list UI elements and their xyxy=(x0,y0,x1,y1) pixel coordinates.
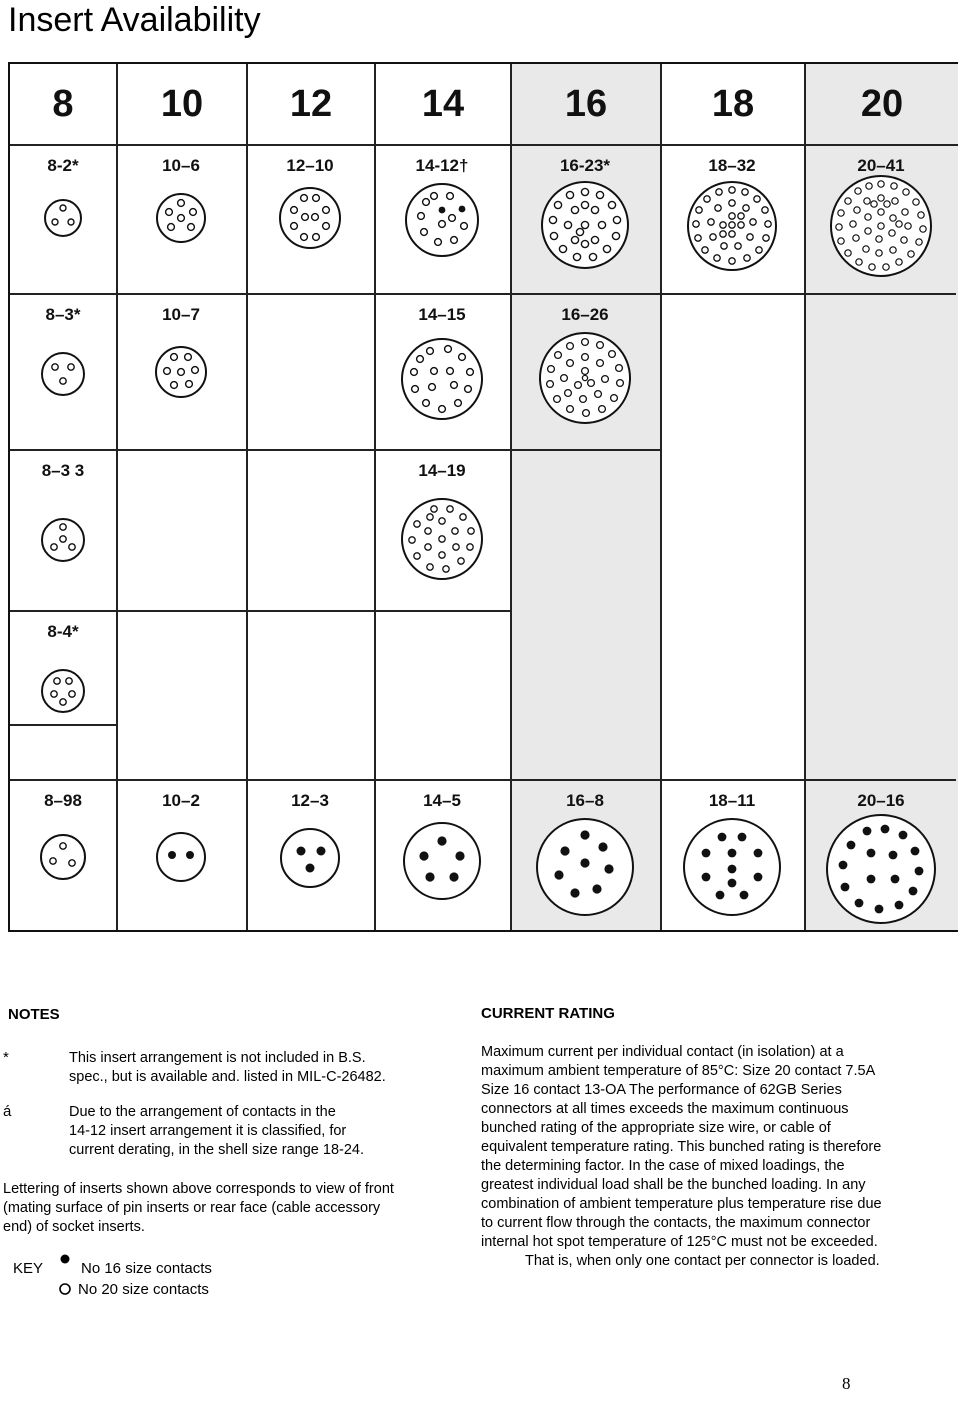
note-dagger: á xyxy=(3,1103,12,1120)
insert-label: 10–2 xyxy=(162,791,200,810)
note-asterisk: * xyxy=(3,1049,9,1066)
insert-label: 12–3 xyxy=(291,791,329,810)
insert-face-icon xyxy=(40,517,86,563)
insert-8-2 xyxy=(10,146,116,292)
insert-12-3 xyxy=(246,781,374,931)
insert-face-icon xyxy=(40,351,86,397)
insert-label: 14–5 xyxy=(423,791,461,810)
insert-10-7 xyxy=(116,295,246,449)
insert-label: 16–26 xyxy=(561,305,609,324)
shell-size-18: 18 xyxy=(662,64,804,146)
insert-8-4 xyxy=(10,612,116,778)
insert-14-19 xyxy=(374,451,510,610)
insert-face-icon xyxy=(40,668,86,714)
insert-face-icon xyxy=(686,180,778,272)
current-rating-line: Size 16 contact 13-OA The performance of 62GB Series xyxy=(481,1082,842,1098)
insert-14-5 xyxy=(374,781,510,931)
shell-size-14: 14 xyxy=(376,64,510,146)
note-1-line-1: This insert arrangement is not included in B.S. xyxy=(69,1050,366,1066)
insert-16-23 xyxy=(510,146,660,292)
insert-face-icon xyxy=(155,192,207,244)
insert-face-icon xyxy=(400,337,484,421)
current-rating-line: to current flow through the contacts, the maximum connector xyxy=(481,1215,871,1231)
current-rating-line: greatest individual load shall be the bunched loading. In any xyxy=(481,1177,866,1193)
insert-label: 10–6 xyxy=(162,156,200,175)
insert-face-icon xyxy=(279,827,341,889)
insert-label: 8-4* xyxy=(47,622,79,641)
insert-18-11 xyxy=(660,781,804,931)
insert-label: 8–98 xyxy=(44,791,82,810)
open-contact-icon xyxy=(58,1282,72,1296)
insert-14-15 xyxy=(374,295,510,449)
current-rating-line: connectors at all times exceeds the maximum continuous xyxy=(481,1101,849,1117)
shell-size-10: 10 xyxy=(118,64,246,146)
insert-label: 16-23* xyxy=(559,156,611,175)
shell-size-12: 12 xyxy=(248,64,374,146)
insert-face-icon xyxy=(402,821,482,901)
insert-10-2 xyxy=(116,781,246,931)
insert-16-26 xyxy=(510,295,660,449)
note-1-line-2: spec., but is available and. listed in MIL-C-26482. xyxy=(69,1069,386,1085)
page-title: Insert Availability xyxy=(8,1,261,39)
insert-label: 18–32 xyxy=(708,156,756,175)
lettering-line-3: end) of socket inserts. xyxy=(3,1219,145,1235)
shell-size-16: 16 xyxy=(512,64,660,146)
insert-face-icon xyxy=(404,182,480,258)
insert-20-16 xyxy=(804,781,958,931)
insert-label: 14-12† xyxy=(415,156,469,175)
key-20-size: No 20 size contacts xyxy=(78,1281,209,1298)
current-rating-heading: CURRENT RATING xyxy=(481,1005,615,1022)
insert-face-icon xyxy=(278,186,342,250)
insert-label: 8–3 3 xyxy=(41,461,85,480)
note-2-line-2: 14-12 insert arrangement it is classified, for xyxy=(69,1123,347,1139)
insert-label: 8–3* xyxy=(45,305,81,324)
insert-label: 14–15 xyxy=(418,305,466,324)
insert-16-8 xyxy=(510,781,660,931)
insert-8-98 xyxy=(10,781,116,931)
insert-label: 18–11 xyxy=(708,791,756,810)
lettering-line-2: (mating surface of pin inserts or rear face (cable accessory xyxy=(3,1200,381,1216)
note-2-line-3: current derating, in the shell size range 18-24. xyxy=(69,1142,365,1158)
filled-contact-icon xyxy=(59,1253,71,1265)
shell-size-20: 20 xyxy=(806,64,958,146)
insert-label: 20–16 xyxy=(857,791,905,810)
insert-availability-chart xyxy=(8,62,958,932)
insert-14-12 xyxy=(374,146,510,292)
insert-12-10 xyxy=(246,146,374,292)
insert-label: 8-2* xyxy=(47,156,79,175)
insert-label: 12–10 xyxy=(286,156,334,175)
current-rating-line: the determining factor. In the case of mixed loadings, the xyxy=(481,1158,845,1174)
key-label: KEY xyxy=(13,1260,44,1277)
current-rating-line: That is, when only one contact per connector is loaded. xyxy=(525,1253,880,1269)
insert-face-icon xyxy=(829,174,933,278)
insert-face-icon xyxy=(400,497,484,581)
insert-face-icon xyxy=(154,345,208,399)
insert-face-icon xyxy=(39,833,87,881)
insert-label: 10–7 xyxy=(162,305,200,324)
notes-heading: NOTES xyxy=(8,1006,60,1023)
insert-18-32 xyxy=(660,146,804,292)
current-rating-line: Maximum current per individual contact (in isolation) at a xyxy=(481,1044,844,1060)
note-2-line-1: Due to the arrangement of contacts in the xyxy=(69,1104,336,1120)
insert-label: 20–41 xyxy=(857,156,905,175)
current-rating-line: equivalent temperature rating. This bunched rating is therefore xyxy=(481,1139,882,1155)
insert-face-icon xyxy=(43,198,83,238)
page-number: 8 xyxy=(842,1374,851,1393)
lettering-line-1: Lettering of inserts shown above corresponds to view of front xyxy=(3,1181,394,1197)
current-rating-line: combination of ambient temperature plus temperature rise due xyxy=(481,1196,882,1212)
insert-face-icon xyxy=(682,817,782,917)
insert-label: 16–8 xyxy=(566,791,604,810)
insert-face-icon xyxy=(538,331,632,425)
insert-face-icon xyxy=(535,817,635,917)
insert-face-icon xyxy=(540,180,630,270)
insert-label: 14–19 xyxy=(418,461,466,480)
current-rating-line: bunched rating of the appropriate size wire, or cable of xyxy=(481,1120,831,1136)
current-rating-line: internal hot spot temperature of 125°C must not be exceeded. xyxy=(481,1234,878,1250)
insert-8-3 xyxy=(10,295,116,449)
current-rating-line: maximum ambient temperature of 85°C: Size 20 contact 7.5A xyxy=(481,1063,876,1079)
insert-face-icon xyxy=(825,813,937,925)
insert-20-41 xyxy=(804,146,958,292)
shell-size-8: 8 xyxy=(10,64,116,146)
insert-face-icon xyxy=(155,831,207,883)
insert-8-33 xyxy=(10,451,116,610)
key-16-size: No 16 size contacts xyxy=(81,1260,212,1277)
insert-10-6 xyxy=(116,146,246,292)
